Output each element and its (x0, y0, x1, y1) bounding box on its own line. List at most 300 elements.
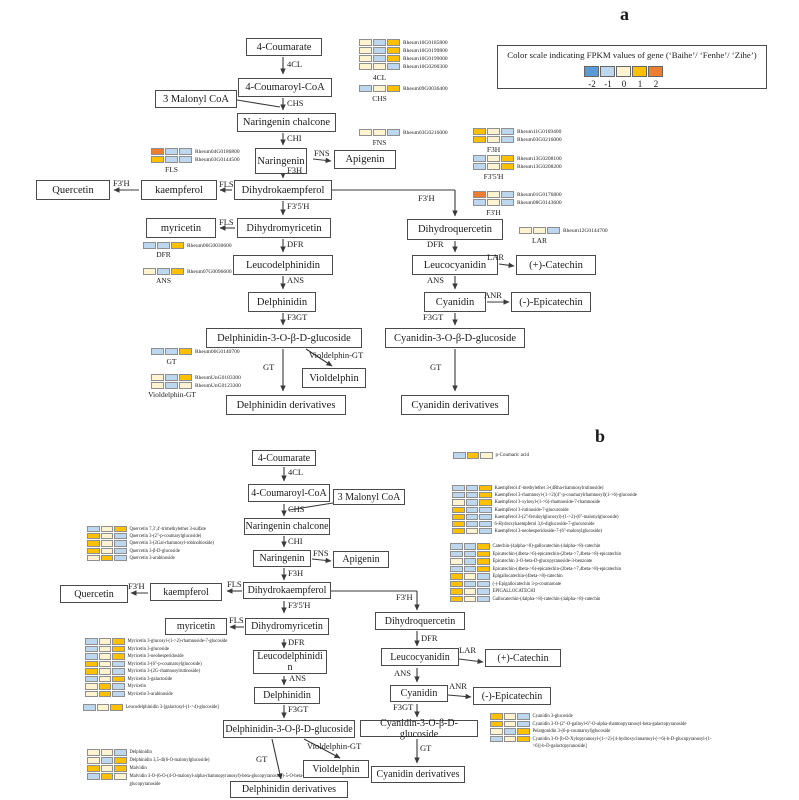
heatmap-cell (157, 242, 170, 249)
heatmap-cell (101, 773, 114, 780)
heatmap-row-label: Rheum06G0030600 (187, 243, 232, 249)
heatmap-grid (151, 374, 192, 389)
heatmap-cell (464, 581, 477, 588)
heatmap-cell (501, 191, 514, 198)
heatmap-cell (99, 668, 112, 675)
heatmap-row-labels (403, 129, 448, 137)
heatmap-cell (359, 47, 372, 54)
enzyme-f3ph-right-b: F3'H (396, 592, 413, 602)
heatmap-row-labels (130, 526, 214, 562)
heatmap-caption-violdelphin-gt: Violdelphin-GT (148, 390, 196, 399)
heatmap-cell (114, 548, 127, 554)
heatmap-cell (101, 765, 114, 772)
heatmap-cell (87, 765, 100, 772)
heatmap-cell (504, 728, 517, 735)
heatmap-row-label: Kaempferol 3-neohesperidoside-7-(6''-malonylglucoside) (494, 529, 603, 535)
heatmap-cell (479, 514, 492, 520)
heatmap-row-label: Rheum13G0208100 (517, 156, 562, 162)
heatmap-cell (99, 676, 112, 683)
heatmap-cell (112, 676, 125, 683)
heatmap-cell (477, 566, 490, 573)
heatmap-cell (452, 492, 465, 498)
heatmap-caption-f3ph: F3'H (486, 208, 501, 217)
heatmap-cell (450, 558, 463, 565)
heatmap-cell (151, 148, 164, 155)
heatmap-row-label: Delphinidin 3,5-di(6-O-malonylglucoside) (129, 758, 210, 763)
heatmap-cell (479, 521, 492, 527)
heatmap-row-label: Quercetin 3-(2Gal-rhamnosyl-robinobioside) (129, 541, 214, 547)
heatmap-cell (387, 55, 400, 62)
node-dihydromyricetin-a: Dihydromyricetin (237, 218, 331, 238)
heatmap-caption-gt: GT (166, 357, 177, 366)
heatmap-cell (387, 85, 400, 92)
heatmap-row-label: Rheum11G0169400 (517, 129, 562, 135)
heatmap-row-label: Quercetin 3-(2''-p-coumarylglucoside) (129, 534, 202, 540)
heatmap-lar (519, 227, 608, 235)
heatmap-f35h (473, 155, 562, 171)
heatmap-grid (359, 39, 400, 70)
heatmap-caption-4cl: 4CL (372, 73, 387, 82)
node-naringenin-a: Naringenin (255, 148, 307, 174)
heatmap-cell (464, 596, 477, 603)
heatmap-cell (490, 713, 503, 720)
heatmap-cell (165, 382, 178, 389)
heatmap-cell (101, 533, 114, 539)
heatmap-row-label: Rheum12G0144700 (563, 228, 608, 234)
heatmap-cell (101, 749, 114, 756)
node-catechin-b: (+)-Catechin (485, 649, 561, 667)
enzyme-gt-right-b: GT (420, 743, 432, 753)
heatmap-row-labels (195, 348, 240, 356)
node-leucocyanidin-a: Leucocyanidin (412, 255, 498, 275)
heatmap-violdelphin-gt (151, 374, 241, 390)
heatmap-cell (87, 548, 100, 554)
heatmap-row-label: Kaempferol 3-rutinoside-7-glucuronide (494, 507, 569, 513)
heatmap-cell (85, 661, 98, 668)
heatmap-row-label: Catechin-(4alpha->8)-gallocatechin-(4alpha->8)-catechin (492, 544, 601, 549)
heatmap-caption-fns: FNS (372, 138, 387, 147)
node-delphinidin-derivatives-b: Delphinidin derivatives (230, 781, 348, 798)
heatmap-row-label: Pelargonidin 3-(6-p-coumaroyl)glucoside (532, 729, 611, 734)
heatmap-grid (584, 66, 663, 77)
heatmap-cell (112, 638, 125, 645)
heatmap-cell (85, 683, 98, 690)
enzyme-f3gt-right-a: F3GT (423, 312, 444, 322)
heatmap-cell (464, 558, 477, 565)
heatmap-row-label: Rheum09G0036400 (403, 86, 448, 92)
heatmap-cell (99, 638, 112, 645)
node-naringenin-b: Naringenin (253, 550, 311, 567)
node-delphinidin-glucoside-a: Delphinidin-3-O-β-D-glucoside (206, 328, 362, 348)
enzyme-f3ph-right-a: F3'H (418, 193, 435, 203)
heatmap-cell (464, 566, 477, 573)
enzyme-f35h-a: F3'5'H (287, 201, 310, 211)
heatmap-cell (151, 156, 164, 163)
heatmap-cell (87, 533, 100, 539)
heatmap-cell (466, 485, 479, 491)
heatmap-cell (504, 721, 517, 728)
heatmap-cell (584, 66, 599, 77)
heatmap-row-labels (533, 713, 713, 751)
panel-a-label: a (620, 4, 629, 24)
enzyme-f3h-a: F3H (287, 165, 303, 175)
heatmap-cell (648, 66, 663, 77)
heatmap-cell (473, 136, 486, 143)
node-epicatechin-b: (-)-Epicatechin (473, 687, 551, 705)
heatmap-row-label: RheumUnG0183300 (195, 375, 241, 381)
heatmap-cell (467, 452, 480, 459)
heatmap-cell (450, 543, 463, 550)
heatmap-cell (373, 85, 386, 92)
heatmap-cell (464, 588, 477, 595)
node-quercetin-a: Quercetin (36, 180, 110, 200)
heatmap-cell (480, 452, 493, 459)
heatmap-cell (450, 588, 463, 595)
heatmap-4cl (359, 39, 448, 71)
heatmap-cell (114, 540, 127, 546)
heatmap-grid (359, 129, 400, 136)
heatmap-row-label: Malvidin (129, 766, 147, 771)
enzyme-dfr-right-b: DFR (421, 633, 438, 643)
heatmap-row-labels (195, 374, 241, 390)
heatmap-fls (151, 148, 240, 164)
heatmap-cell (85, 668, 98, 675)
heatmap-grid (143, 242, 184, 249)
heatmap-cell (504, 713, 517, 720)
heatmap-grid (87, 749, 127, 780)
heatmap-caption-fls: FLS (165, 165, 178, 174)
heatmap-cell (373, 39, 386, 46)
legend-tick: 1 (637, 79, 643, 89)
heatmap-cell (466, 514, 479, 520)
heatmap-caption-chs: CHS (372, 94, 387, 103)
enzyme-f3h-b: F3H (288, 568, 304, 578)
heatmap-cell (85, 691, 98, 698)
heatmap-row-labels (517, 191, 562, 207)
heatmap-cell (466, 507, 479, 513)
heatmap-cell (101, 555, 114, 561)
heatmap-grid (359, 85, 400, 92)
enzyme-fls2-a: FLS (219, 217, 234, 227)
legend-tick: 2 (653, 79, 659, 89)
heatmap-cell (151, 374, 164, 381)
heatmap-cell (473, 191, 486, 198)
enzyme-anr-a: ANR (484, 290, 502, 300)
enzyme-chi-b: CHI (288, 536, 303, 546)
heatmap-cell (479, 507, 492, 513)
heatmap-cell (87, 526, 100, 532)
heatmap-row-label: Kaempferol 3-(2''-feruloylglucosyl)-(1->2)-(6''-malonylglucoside) (494, 514, 619, 520)
heatmap-cell (373, 55, 386, 62)
heatmap-cell (373, 63, 386, 70)
heatmap-grid (473, 155, 514, 170)
node-violdelphin-b: Violdelphin (303, 760, 369, 778)
enzyme-dfr-b: DFR (288, 637, 305, 647)
node-delphinidin-a: Delphinidin (248, 292, 316, 312)
heatmap-row-label: Rheum10G0199800 (403, 48, 448, 54)
heatmap-grid (87, 526, 127, 561)
heatmap-cell (373, 129, 386, 136)
heatmap-row-label: (-)-Epigallocatechin 3-p-coumaroate (492, 581, 562, 587)
heatmap-row-label: Malvidin 3-O-(6-O-(4-O-malonyl-alpha-rhamnopyranosyl)-beta-glucopyranoside)-5-O-beta-glucopyranoside (129, 774, 304, 787)
legend-title: Color scale indicating FPKM values of gene (‘Baihe’/ ‘Fenhe’/ ‘Zihe’) (507, 50, 757, 60)
heatmap-cell (87, 540, 100, 546)
heatmap-ans (143, 268, 232, 276)
heatmap-cell (487, 128, 500, 135)
enzyme-lar-a: LAR (487, 252, 504, 262)
node-4-coumarate-a: 4-Coumarate (246, 38, 322, 56)
enzyme-fls-a: FLS (219, 179, 234, 189)
heatmap-fns (359, 129, 448, 137)
node-kaempferol-a: kaempferol (141, 180, 217, 200)
heatmap-cell (487, 191, 500, 198)
heatmap-f3ph (473, 191, 562, 207)
heatmap-row-labels (403, 39, 448, 71)
node-4-coumaroyl-coa-a: 4-Coumaroyl-CoA (238, 78, 332, 97)
heatmap-row-label: Rheum13G0208200 (517, 164, 562, 170)
heatmap-cell (143, 268, 156, 275)
heatmap-cell (600, 66, 615, 77)
heatmap-row-label: Kaempferol 3-rhamnosyl-(1->2)(4''-p-coumarylrhamnosyl)(1->6)-glucoside (494, 493, 637, 499)
enzyme-4cl-b: 4CL (288, 467, 304, 477)
heatmap-cell (112, 646, 125, 653)
heatmap-row-label: Rheum03G0144500 (195, 157, 240, 163)
heatmap-f3h (473, 128, 562, 144)
heatmap-row-labels (187, 268, 232, 276)
node-cyanidin-derivatives-a: Cyanidin derivatives (401, 395, 509, 415)
heatmap-cell (99, 653, 112, 660)
heatmap-cell (517, 736, 530, 743)
heatmap-cell (452, 485, 465, 491)
heatmap-row-label: Myricetin (127, 684, 146, 689)
heatmap-row-label: Epicatechin 3-O-beta-D-glucopyranoside-3-benzoate (492, 559, 593, 564)
node-cyanidin-a: Cyanidin (424, 292, 486, 312)
heatmap-cell (452, 528, 465, 534)
heatmap-cell (501, 163, 514, 170)
enzyme-dfr-right-a: DFR (427, 239, 444, 249)
legend-tick: 0 (621, 79, 627, 89)
heatmap-row-label: Myricetin 3-(6''-p-coumaroylglucoside) (127, 661, 202, 667)
heatmap-cell (501, 128, 514, 135)
node-leucodelphinidin-a: Leucodelphinidin (233, 255, 333, 275)
enzyme-f3gt-b: F3GT (288, 704, 309, 714)
heatmap-cell (450, 596, 463, 603)
heatmap-row-label: Myricetin 3-(2G-rhamnosylrutinoside) (127, 669, 201, 674)
heatmap-cell (477, 543, 490, 550)
heatmap-row-label: Myricetin 3-glucoside (127, 646, 170, 652)
heatmap-row-label: Cyanidin 3-O-(2''-O-galloyl-6''-O-alpha-rhamnopyranosyl-beta-galactopyranoside (532, 721, 687, 727)
heatmap-row-labels (130, 749, 305, 789)
heatmap-cell (477, 551, 490, 558)
heatmap-grid (85, 638, 125, 697)
heatmap-row-labels (563, 227, 608, 235)
heatmap-row-label: Epigallocatechin-(4beta->8)-catechin (492, 574, 563, 579)
heatmap-grid (151, 148, 192, 163)
heatmap-cell (110, 704, 123, 711)
heatmap-row-labels (495, 485, 637, 535)
heatmap-grid (83, 704, 123, 711)
heatmap-cell (466, 528, 479, 534)
heatmap-grid (519, 227, 560, 234)
heatmap-grid (473, 128, 514, 143)
heatmap-leucodelphinidin-glycoside (83, 704, 219, 712)
heatmap-cell (490, 728, 503, 735)
heatmap-cell (466, 492, 479, 498)
heatmap-row-label: Myricetin 3-glucosyl-(1->2)-rhamnoside-7-glucoside (127, 639, 228, 644)
heatmap-cell (101, 548, 114, 554)
heatmap-cell (165, 374, 178, 381)
heatmap-cell (517, 728, 530, 735)
heatmap-cell (519, 227, 532, 234)
heatmap-cell (479, 499, 492, 505)
heatmap-row-label: Rheum03G0216000 (517, 137, 562, 143)
heatmap-cell (487, 199, 500, 206)
heatmap-cell (165, 156, 178, 163)
heatmap-cell (114, 533, 127, 539)
heatmap-row-label: Myricetin 3-galactoside (127, 676, 173, 682)
heatmap-cell (477, 588, 490, 595)
node-cyanidin-glucoside-a: Cyanidin-3-O-β-D-glucoside (385, 328, 525, 348)
heatmap-cell (114, 765, 127, 772)
heatmap-row-labels (187, 242, 232, 250)
heatmap-row-label: Rheum07G0096600 (187, 269, 232, 275)
heatmap-cell (479, 485, 492, 491)
heatmap-row-label: RheumUnG0123300 (195, 383, 241, 389)
heatmap-row-label: Quercetin 7,3',4'-trimethylether 3-sulfate (129, 527, 206, 532)
enzyme-fns-b: FNS (313, 548, 329, 558)
heatmap-p-coumaric-acid (453, 452, 529, 460)
heatmap-cell (112, 683, 125, 690)
enzyme-gt-b: GT (256, 754, 268, 764)
heatmap-cell (112, 691, 125, 698)
heatmap-myricetin-glycosides (85, 638, 227, 698)
heatmap-row-label: Kaempferol 4'-methylether 3-(4Rha-rhamnosylrutinoside) (494, 486, 604, 491)
heatmap-row-labels (517, 128, 562, 144)
heatmap-row-label: Epicatechin-(4beta->6)-epicatechin-(2beta->7,4beta->8)-epicatechin (492, 566, 622, 572)
heatmap-grid (143, 268, 184, 275)
enzyme-dfr-a: DFR (287, 239, 304, 249)
heatmap-cell (359, 55, 372, 62)
heatmap-cell (450, 573, 463, 580)
heatmap-cell (359, 39, 372, 46)
heatmap-row-label: Myricetin 3-neohesperidoside (127, 654, 184, 659)
heatmap-cell (466, 521, 479, 527)
heatmap-cell (83, 704, 96, 711)
heatmap-cell (171, 268, 184, 275)
node-3-malonyl-coa-b: 3 Malonyl CoA (333, 489, 405, 505)
heatmap-cell (85, 676, 98, 683)
legend-tick: -1 (604, 79, 612, 89)
node-naringenin-chalcone-a: Naringenin chalcone (237, 113, 336, 132)
heatmap-row-label: p-Coumaric acid (495, 453, 529, 458)
heatmap-cell (359, 85, 372, 92)
heatmap-cell (450, 551, 463, 558)
heatmap-cell (359, 63, 372, 70)
node-violdelphin-a: Violdelphin (302, 368, 366, 388)
enzyme-chs-a: CHS (287, 98, 304, 108)
legend-swatches (584, 66, 663, 77)
node-leucodelphinidin-b: Leucodelphinidin (253, 650, 327, 674)
node-leucocyanidin-b: Leucocyanidin (381, 648, 459, 666)
heatmap-cell (387, 63, 400, 70)
heatmap-caption-f3h: F3H (486, 145, 501, 154)
node-cyanidin-b: Cyanidin (390, 685, 448, 702)
heatmap-cell (517, 713, 530, 720)
heatmap-cell (464, 543, 477, 550)
heatmap-cell (452, 521, 465, 527)
enzyme-chi-a: CHI (287, 133, 302, 143)
enzyme-fls-b: FLS (227, 579, 242, 589)
node-cyanidin-glucoside-b: Cyanidin-3-O-β-D-glucoside (360, 720, 478, 737)
enzyme-f3ph-b: F3'H (128, 581, 145, 591)
heatmap-cell (114, 773, 127, 780)
heatmap-cell (87, 749, 100, 756)
heatmap-gt (151, 348, 240, 356)
heatmap-cell (466, 499, 479, 505)
heatmap-cell (114, 555, 127, 561)
node-apigenin-b: Apigenin (333, 551, 389, 568)
heatmap-row-label: Rheum10G0199000 (403, 56, 448, 62)
heatmap-cell (85, 638, 98, 645)
heatmap-cyanidins (490, 713, 713, 751)
node-epicatechin-a: (-)-Epicatechin (511, 292, 591, 312)
heatmap-cell (452, 499, 465, 505)
heatmap-row-label: Rheum06G0140700 (195, 349, 240, 355)
node-dihydroquercetin-b: Dihydroquercetin (375, 612, 465, 630)
enzyme-violdelphin-gt-a: Violdelphin-GT (309, 350, 364, 360)
node-myricetin-b: myricetin (165, 618, 227, 635)
enzyme-f35h-b: F3'5'H (288, 600, 311, 610)
heatmap-cell (179, 156, 192, 163)
enzyme-fns-a: FNS (314, 148, 330, 158)
heatmap-row-label: Rheum03G0216000 (403, 130, 448, 136)
heatmap-cell (99, 691, 112, 698)
heatmap-caption-dfr: DFR (156, 250, 171, 259)
heatmap-row-labels (493, 543, 622, 603)
heatmap-cell (473, 155, 486, 162)
heatmap-row-label: EPIGALLOCATECHI (492, 589, 536, 594)
heatmap-cell (490, 736, 503, 743)
heatmap-row-labels (496, 452, 529, 460)
heatmap-cell (473, 128, 486, 135)
heatmap-cell (99, 661, 112, 668)
heatmap-cell (151, 382, 164, 389)
heatmap-cell (151, 348, 164, 355)
heatmap-row-label: Rheum10G0185800 (403, 40, 448, 46)
heatmap-cell (533, 227, 546, 234)
heatmap-cell (632, 66, 647, 77)
heatmap-cell (450, 566, 463, 573)
heatmap-cell (99, 646, 112, 653)
heatmap-cell (373, 47, 386, 54)
panel-b-label: b (595, 426, 606, 446)
heatmap-cell (112, 653, 125, 660)
node-apigenin-a: Apigenin (334, 150, 396, 169)
node-4-coumaroyl-coa-b: 4-Coumaroyl-CoA (248, 484, 330, 502)
enzyme-chs-b: CHS (288, 504, 305, 514)
heatmap-cell (501, 136, 514, 143)
enzyme-ans-b: ANS (289, 673, 307, 683)
heatmap-grid (490, 713, 530, 742)
heatmap-cell (517, 721, 530, 728)
heatmap-cell (479, 528, 492, 534)
heatmap-grid (450, 543, 490, 602)
enzyme-gt-right-a: GT (430, 362, 442, 372)
heatmap-caption-lar: LAR (532, 236, 547, 245)
node-cyanidin-derivatives-b: Cyanidin derivatives (371, 766, 465, 783)
heatmap-cell (477, 581, 490, 588)
heatmap-cell (165, 148, 178, 155)
